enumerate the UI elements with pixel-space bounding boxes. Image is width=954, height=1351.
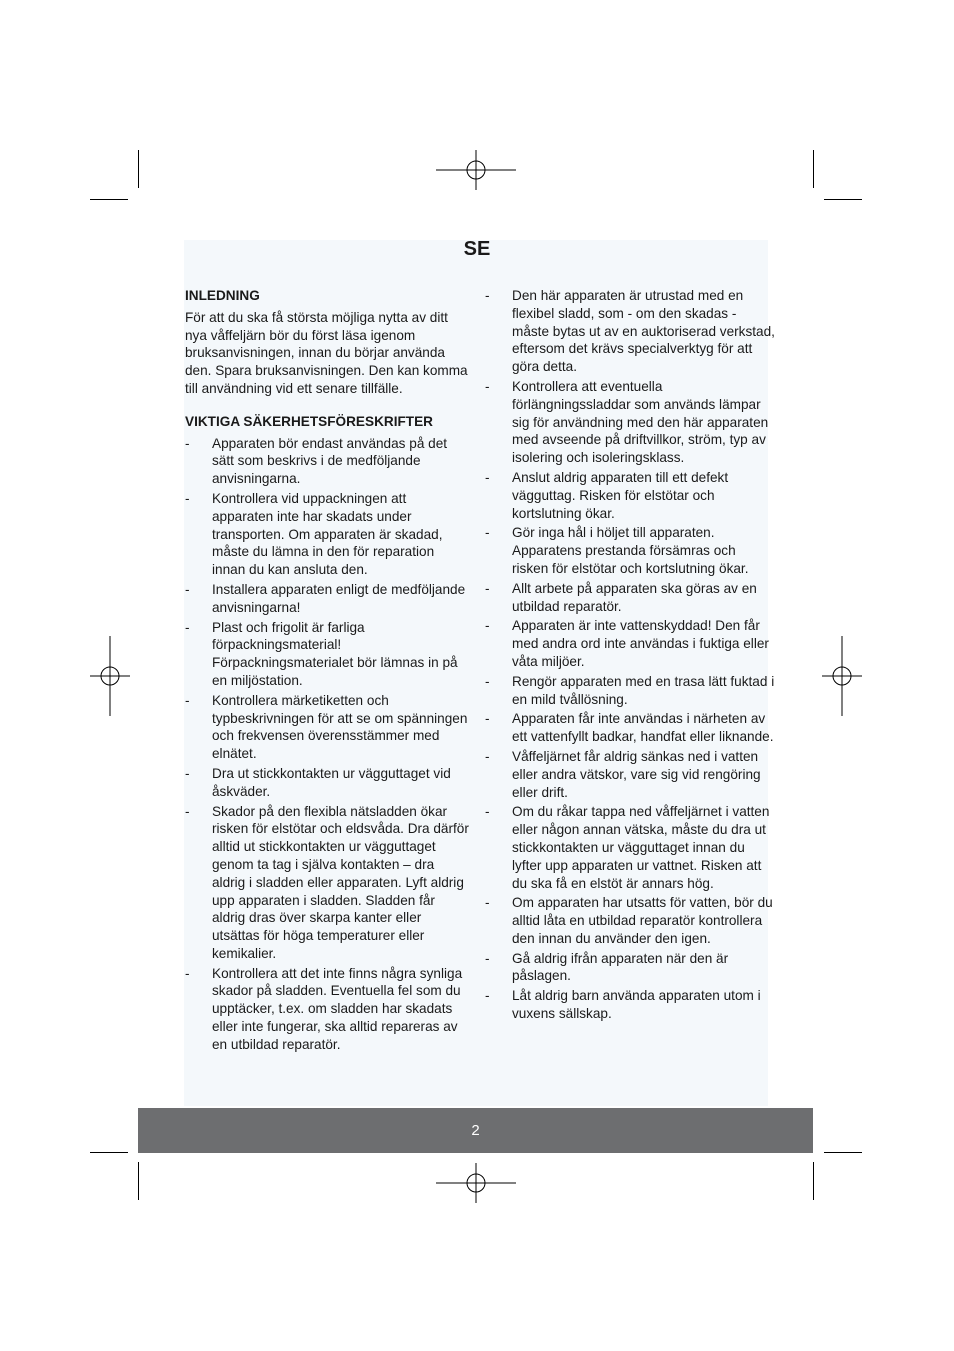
- list-item-text: Gå aldrig ifrån apparaten när den är påslagen.: [512, 950, 729, 984]
- list-item: [185, 965, 469, 1054]
- bullet-dash: -: [485, 804, 490, 820]
- bullet-dash: -: [485, 378, 490, 394]
- list-item: [485, 580, 775, 616]
- list-item-text: Apparaten bör endast användas på det sätt som beskrivs i de medföljande anvisningarna.: [212, 435, 448, 487]
- bullet-dash: -: [485, 580, 490, 596]
- list-item: [485, 987, 775, 1023]
- list-item-text: Kontrollera märketiketten och typbeskrivningen för att se om spänningen och frekvensen överensstämmer med elnätet.: [212, 692, 468, 762]
- registration-mark-icon: [822, 636, 862, 716]
- crop-mark: [90, 199, 128, 200]
- list-item: [485, 950, 775, 986]
- list-item-text: Anslut aldrig apparaten till ett defekt vägguttag. Risken för elstötar och kortslutning ökar.: [512, 469, 729, 521]
- list-item-text: Rengör apparaten med en trasa lätt fuktad i en mild tvållösning.: [512, 673, 775, 707]
- bullet-dash: -: [485, 711, 490, 727]
- list-item: [485, 524, 775, 577]
- list-item: [185, 435, 469, 488]
- list-item-text: Apparaten är inte vattenskyddad! Den får med andra ord inte användas i fuktiga eller våta miljöer.: [512, 618, 769, 669]
- crop-mark: [138, 150, 139, 188]
- registration-mark-icon: [90, 636, 130, 716]
- bullet-dash: -: [185, 581, 190, 597]
- crop-mark: [824, 1152, 862, 1153]
- intro-text: För att du ska få största möjliga nytta av ditt nya våffeljärn bör du först läsa igenom bruksanvisningen, innan du börjar använda den. Spara bruksanvisningen. Den kan komma till användning vid ett senare tillfälle.: [185, 309, 468, 396]
- bullet-dash: -: [185, 619, 190, 635]
- list-item: [485, 469, 775, 522]
- list-item: [485, 287, 775, 376]
- right-column: [485, 287, 775, 1025]
- list-item: [485, 803, 775, 892]
- list-item: [485, 617, 775, 670]
- crop-mark: [813, 150, 814, 188]
- list-item-text: Skador på den flexibla nätsladden ökar risken för elstötar och eldsvåda. Dra därför alltid ut stickkontakten ur vägguttaget genom ta tag i själva kontakten – dra aldrig i sladden eller apparaten. Lyft aldrig upp apparaten i sladden. Sladden får aldrig dras över skarpa kanter eller utsättas för höga temperaturer eller kemikalier.: [212, 803, 469, 961]
- list-item-text: Gör inga hål i höljet till apparaten. Apparatens prestanda försämras och risken för elstötar och kortslutning ökar.: [512, 525, 749, 576]
- list-item: [485, 748, 775, 801]
- bullet-dash: -: [485, 895, 490, 911]
- bullet-dash: -: [185, 803, 190, 819]
- list-item-text: Låt aldrig barn använda apparaten utom i vuxens sällskap.: [512, 988, 761, 1022]
- left-column: [185, 287, 469, 1056]
- list-item: [185, 692, 469, 763]
- list-item-text: Våffeljärnet får aldrig sänkas ned i vatten eller andra vätskor, vare sig vid rengöring eller drift.: [512, 748, 761, 800]
- list-item: [185, 803, 469, 963]
- list-item: [485, 378, 775, 467]
- list-item: [185, 619, 469, 690]
- bullet-dash: -: [185, 490, 190, 506]
- list-item-text: Kontrollera att det inte finns några synliga skador på sladden. Eventuella fel som du upptäcker, t.ex. om sladden har skadats eller inte fungerar, ska alltid repareras av en utbildad reparatör.: [212, 965, 463, 1052]
- footer-band: [138, 1108, 813, 1153]
- list-item-text: Den här apparaten är utrustad med en flexibel sladd, som - om den skadas - måste bytas ut av en auktoriserad verkstad, eftersom det krävs specialverktyg för att göra detta.: [512, 288, 775, 375]
- bullet-dash: -: [185, 435, 190, 451]
- crop-mark: [824, 199, 862, 200]
- list-item-text: Installera apparaten enligt de medföljande anvisningarna!: [212, 581, 466, 615]
- language-code: SE: [463, 238, 491, 260]
- registration-mark-icon: [436, 1163, 516, 1203]
- list-item-text: Kontrollera att eventuella förlängningssladdar som används lämpar sig för användning med den här apparaten med avseende på driftvillkor, ström, typ av isolering och isoleringsklass.: [512, 378, 769, 466]
- registration-mark-icon: [436, 150, 516, 190]
- list-item-text: Om apparaten har utsatts för vatten, bör du alltid låta en utbildad reparatör kontrollera den innan du använder den igen.: [512, 895, 773, 946]
- intro-heading: INLEDNING: [185, 288, 260, 303]
- list-item: [185, 765, 469, 801]
- bullet-dash: -: [485, 288, 490, 303]
- list-item: [185, 581, 469, 617]
- safety-list-right: [485, 287, 775, 1023]
- list-item: [485, 894, 775, 947]
- list-item-text: Dra ut stickkontakten ur vägguttaget vid åskväder.: [212, 765, 451, 799]
- safety-list-left: [185, 435, 469, 1054]
- bullet-dash: -: [485, 673, 490, 689]
- list-item-text: Kontrollera vid uppackningen att apparaten inte har skadats under transporten. Om apparaten är skadad, måste du lämna in den för reparation innan du kan ansluta den.: [212, 490, 443, 578]
- list-item: [485, 710, 775, 746]
- bullet-dash: -: [185, 965, 190, 981]
- bullet-dash: -: [485, 950, 490, 966]
- crop-mark: [138, 1162, 139, 1200]
- safety-heading: VIKTIGA SÄKERHETSFÖRESKRIFTER: [185, 413, 433, 429]
- list-item-text: Om du råkar tappa ned våffeljärnet i vatten eller någon annan vätska, måste du dra ut stickkontakten ur vägguttaget innan du lyfter upp apparaten ur vattnet. Risken att du ska få en elstöt är annars hög.: [512, 804, 770, 891]
- list-item: [485, 673, 775, 709]
- crop-mark: [90, 1152, 128, 1153]
- list-item-text: Allt arbete på apparaten ska göras av en utbildad reparatör.: [512, 580, 757, 614]
- bullet-dash: -: [185, 692, 190, 708]
- bullet-dash: -: [485, 525, 490, 541]
- bullet-dash: -: [485, 748, 490, 764]
- bullet-dash: -: [485, 618, 490, 634]
- list-item-text: Apparaten får inte användas i närheten av ett vattenfyllt badkar, handfat eller liknande.: [512, 711, 774, 745]
- bullet-dash: -: [185, 765, 190, 781]
- page-number: 2: [471, 1122, 480, 1139]
- list-item-text: Plast och frigolit är farliga förpackningsmaterial! Förpackningsmaterialet bör lämnas in på en miljöstation.: [212, 619, 458, 688]
- crop-mark: [813, 1162, 814, 1200]
- bullet-dash: -: [485, 469, 490, 485]
- list-item: [185, 490, 469, 579]
- bullet-dash: -: [485, 988, 490, 1004]
